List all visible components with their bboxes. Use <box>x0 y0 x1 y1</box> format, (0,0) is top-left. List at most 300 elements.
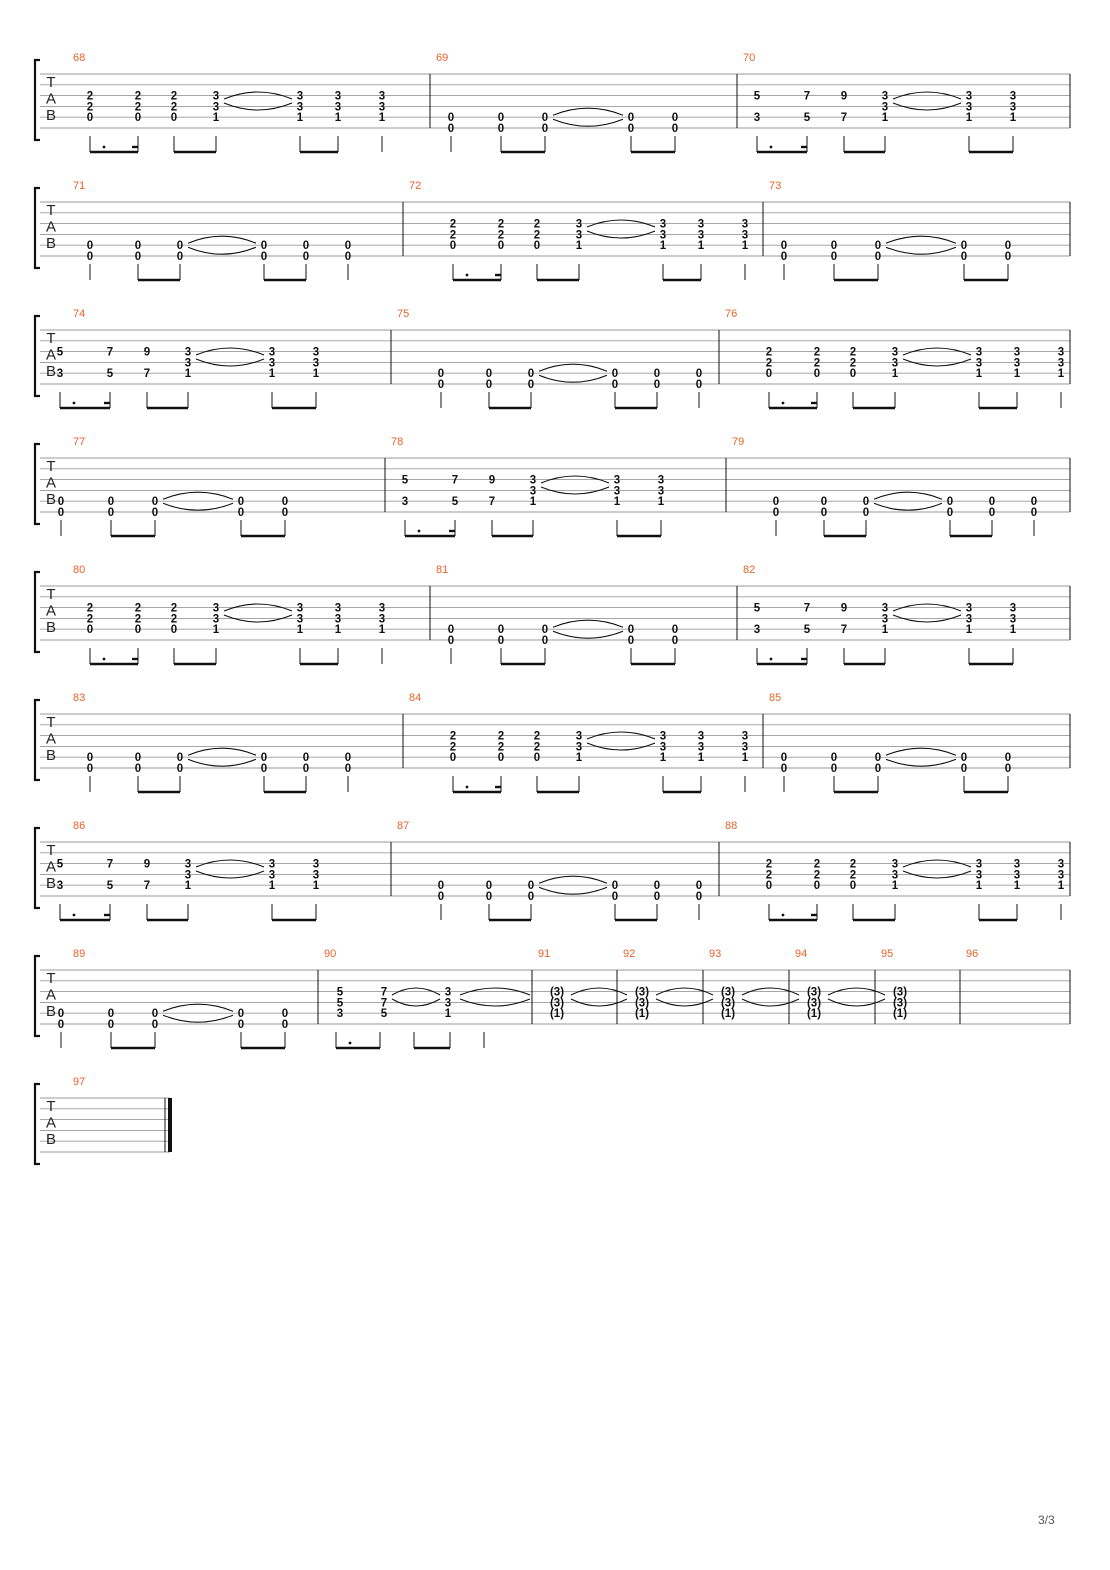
system-bracket <box>35 1084 40 1164</box>
fret-number: 0 <box>533 752 541 765</box>
fret-number: 0 <box>497 752 505 765</box>
fret-number: 3 <box>212 613 220 626</box>
fret-number: 1 <box>334 624 342 637</box>
fret-number-held: (3) <box>720 986 736 999</box>
fret-number: 0 <box>527 880 535 893</box>
fret-number-held: (1) <box>806 1008 822 1021</box>
fret-number: 9 <box>840 602 848 615</box>
tab-clef-letter: A <box>45 218 57 236</box>
fret-number: 0 <box>671 624 679 637</box>
fret-number: 0 <box>527 379 535 391</box>
measure-number: 75 <box>397 308 410 320</box>
fret-number: 0 <box>86 112 94 125</box>
fret-number: 1 <box>212 624 220 637</box>
tie-arc <box>539 364 607 371</box>
fret-number: 0 <box>1004 240 1012 253</box>
fret-number: 0 <box>780 752 788 765</box>
fret-number-held: (3) <box>806 986 822 999</box>
fret-number: 5 <box>380 1008 388 1021</box>
fret-number: 0 <box>960 251 968 263</box>
fret-number: 1 <box>975 880 983 893</box>
fret-number: 3 <box>741 741 749 754</box>
tie-arc <box>163 492 233 499</box>
fret-number: 0 <box>134 251 142 263</box>
fret-number: 1 <box>1057 368 1065 381</box>
fret-number: 1 <box>659 752 667 765</box>
fret-number: 3 <box>881 90 889 103</box>
fret-number-held: (1) <box>549 1008 565 1021</box>
tab-clef-letter: B <box>45 363 57 380</box>
tab-system <box>35 948 1070 1048</box>
measure-number: 72 <box>409 180 422 192</box>
fret-number: 3 <box>378 90 386 103</box>
tab-system <box>35 308 1070 408</box>
fret-number: 7 <box>106 858 114 871</box>
fret-number: 3 <box>753 624 761 637</box>
augmentation-dot <box>349 1042 352 1045</box>
fret-number: 3 <box>741 218 749 231</box>
fret-number: 0 <box>302 752 310 765</box>
measure-number: 80 <box>73 564 86 576</box>
fret-number: 3 <box>268 346 276 359</box>
fret-number: 3 <box>881 602 889 615</box>
fret-number: 0 <box>497 240 505 253</box>
fret-number: 3 <box>659 218 667 231</box>
fret-number: 1 <box>575 240 583 253</box>
tab-clef-letter: T <box>46 586 56 603</box>
fret-number-held: (3) <box>634 997 650 1010</box>
fret-number: 2 <box>765 858 773 871</box>
fret-number: 0 <box>497 123 505 135</box>
fret-number: 0 <box>57 1019 65 1031</box>
measure-number: 85 <box>769 692 782 704</box>
fret-number: 0 <box>134 112 142 125</box>
fret-number: 3 <box>697 229 705 242</box>
fret-number: 0 <box>611 891 619 903</box>
augmentation-dot <box>103 146 106 149</box>
tab-system <box>35 180 1070 280</box>
tab-clef-letter: A <box>45 602 57 620</box>
fret-number-held: (3) <box>549 997 565 1010</box>
fret-number: 0 <box>437 379 445 391</box>
fret-number: 0 <box>57 1008 65 1021</box>
tie-arc <box>163 503 233 510</box>
tab-clef-letter: T <box>46 74 56 91</box>
fret-number: 0 <box>695 880 703 893</box>
fret-number: 3 <box>212 90 220 103</box>
fret-number: 0 <box>671 123 679 135</box>
tab-system <box>35 564 1070 664</box>
fret-number: 3 <box>334 602 342 615</box>
fret-number: 3 <box>965 101 973 114</box>
fret-number: 0 <box>627 112 635 125</box>
fret-number: 0 <box>653 379 661 391</box>
fret-number: 1 <box>659 240 667 253</box>
fret-number: 5 <box>106 368 114 381</box>
fret-number: 0 <box>611 880 619 893</box>
augmentation-dot <box>73 402 76 405</box>
measure-number: 94 <box>795 948 808 960</box>
tie-arc <box>188 748 256 755</box>
augmentation-dot <box>466 274 469 277</box>
fret-number: 3 <box>296 602 304 615</box>
fret-number: 0 <box>1004 763 1012 775</box>
tie-arc <box>886 236 956 243</box>
fret-number: 0 <box>820 496 828 509</box>
fret-number: 0 <box>449 240 457 253</box>
fret-number: 3 <box>184 858 192 871</box>
fret-number: 0 <box>485 379 493 391</box>
fret-number: 0 <box>862 496 870 509</box>
fret-number: 0 <box>151 507 159 519</box>
tie-arc <box>188 759 256 766</box>
page-number: 3/3 <box>1038 1513 1055 1527</box>
fret-number: 0 <box>437 891 445 903</box>
fret-number: 0 <box>765 880 773 893</box>
measure-number: 83 <box>73 692 86 704</box>
fret-number: 1 <box>268 880 276 893</box>
fret-number: 5 <box>753 90 761 103</box>
fret-number: 5 <box>56 858 64 871</box>
fret-number: 3 <box>334 101 342 114</box>
fret-number: 0 <box>134 240 142 253</box>
fret-number: 2 <box>497 229 505 242</box>
augmentation-dot <box>770 146 773 149</box>
fret-number: 0 <box>533 240 541 253</box>
fret-number: 0 <box>447 635 455 647</box>
fret-number: 0 <box>485 880 493 893</box>
tie-arc <box>886 759 956 766</box>
fret-number: 1 <box>881 624 889 637</box>
fret-number: 5 <box>56 346 64 359</box>
system-bracket <box>35 956 40 1036</box>
fret-number: 5 <box>451 496 459 509</box>
fret-number: 3 <box>965 602 973 615</box>
fret-number: 1 <box>312 880 320 893</box>
fret-number: 3 <box>378 101 386 114</box>
fret-number: 0 <box>627 635 635 647</box>
fret-number: 0 <box>780 763 788 775</box>
fret-number: 0 <box>671 635 679 647</box>
fret-number: 3 <box>659 229 667 242</box>
tab-clef-letter: B <box>45 875 57 892</box>
fret-number: 3 <box>575 218 583 231</box>
fret-number: 3 <box>312 869 320 882</box>
fret-number: 3 <box>184 869 192 882</box>
fret-number: 1 <box>891 368 899 381</box>
fret-number: 0 <box>134 624 142 637</box>
fret-number: 0 <box>627 624 635 637</box>
fret-number: 2 <box>497 218 505 231</box>
fret-number: 0 <box>820 507 828 519</box>
measure-number: 82 <box>743 564 756 576</box>
fret-number: 1 <box>334 112 342 125</box>
tab-clef-letter: A <box>45 730 57 748</box>
fret-number: 0 <box>170 112 178 125</box>
fret-number: 0 <box>344 752 352 765</box>
fret-number: 3 <box>881 613 889 626</box>
fret-number: 1 <box>965 624 973 637</box>
fret-number: 0 <box>302 763 310 775</box>
fret-number: 0 <box>960 763 968 775</box>
measure-number: 87 <box>397 820 410 832</box>
fret-number: 0 <box>497 635 505 647</box>
fret-number: 2 <box>449 218 457 231</box>
fret-number: 0 <box>151 1008 159 1021</box>
fret-number: 0 <box>302 240 310 253</box>
fret-number: 3 <box>401 496 409 509</box>
fret-number: 5 <box>336 986 344 999</box>
fret-number: 3 <box>741 229 749 242</box>
fret-number: 0 <box>260 752 268 765</box>
fret-number: 2 <box>134 602 142 615</box>
tie-arc <box>553 631 623 638</box>
fret-number: 3 <box>697 730 705 743</box>
fret-number: 0 <box>1004 752 1012 765</box>
fret-number: 0 <box>772 507 780 519</box>
measure-number: 92 <box>623 948 636 960</box>
fret-number: 1 <box>378 112 386 125</box>
fret-number: 0 <box>541 624 549 637</box>
tie-arc <box>163 1004 233 1011</box>
fret-number: 1 <box>613 496 621 509</box>
fret-number: 1 <box>697 240 705 253</box>
fret-number: 0 <box>611 368 619 381</box>
fret-number: 2 <box>765 357 773 370</box>
fret-number-held: (1) <box>720 1008 736 1021</box>
tab-clef-letter: B <box>45 619 57 636</box>
augmentation-dot <box>782 402 785 405</box>
fret-number: 5 <box>401 474 409 487</box>
fret-number: 0 <box>151 1019 159 1031</box>
fret-number: 0 <box>780 240 788 253</box>
fret-number: 0 <box>281 1008 289 1021</box>
fret-number: 3 <box>613 474 621 487</box>
fret-number: 2 <box>765 869 773 882</box>
fret-number: 0 <box>497 112 505 125</box>
fret-number: 0 <box>107 1008 115 1021</box>
measure-number: 86 <box>73 820 86 832</box>
fret-number: 3 <box>1013 346 1021 359</box>
fret-number: 7 <box>143 368 151 381</box>
fret-number: 3 <box>1009 613 1017 626</box>
fret-number: 0 <box>695 379 703 391</box>
tab-clef-letter: T <box>46 842 56 859</box>
fret-number: 1 <box>184 368 192 381</box>
fret-number: 2 <box>449 741 457 754</box>
fret-number: 1 <box>975 368 983 381</box>
fret-number: 0 <box>1030 496 1038 509</box>
fret-number: 3 <box>697 218 705 231</box>
fret-number: 3 <box>296 101 304 114</box>
fret-number-held: (3) <box>892 986 908 999</box>
augmentation-dot <box>770 658 773 661</box>
fret-number: 3 <box>657 474 665 487</box>
fret-number: 0 <box>344 240 352 253</box>
system-bracket <box>35 60 40 140</box>
fret-number: 3 <box>336 1008 344 1021</box>
fret-number: 5 <box>106 880 114 893</box>
measure-number: 97 <box>73 1076 86 1088</box>
fret-number: 0 <box>107 507 115 519</box>
fret-number: 3 <box>1009 90 1017 103</box>
fret-number: 0 <box>780 251 788 263</box>
fret-number: 0 <box>960 752 968 765</box>
fret-number: 3 <box>312 858 320 871</box>
measure-number: 89 <box>73 948 86 960</box>
fret-number: 0 <box>527 368 535 381</box>
tab-system <box>35 1076 172 1164</box>
fret-number: 3 <box>529 485 537 498</box>
fret-number: 0 <box>437 880 445 893</box>
fret-number: 0 <box>86 624 94 637</box>
tab-clef-letter: A <box>45 986 57 1004</box>
fret-number: 3 <box>1057 869 1065 882</box>
fret-number: 1 <box>891 880 899 893</box>
fret-number: 2 <box>86 602 94 615</box>
fret-number: 3 <box>1013 357 1021 370</box>
fret-number: 1 <box>657 496 665 509</box>
fret-number: 1 <box>575 752 583 765</box>
tab-system <box>35 820 1070 920</box>
tab-system <box>35 436 1070 536</box>
fret-number: 0 <box>946 507 954 519</box>
fret-number: 3 <box>575 229 583 242</box>
fret-number: 3 <box>334 613 342 626</box>
tie-arc <box>539 887 607 894</box>
fret-number: 3 <box>659 730 667 743</box>
fret-number: 3 <box>881 101 889 114</box>
fret-number: 3 <box>965 613 973 626</box>
fret-number: 0 <box>260 251 268 263</box>
fret-number: 3 <box>529 474 537 487</box>
fret-number: 0 <box>849 368 857 381</box>
tab-clef-letter: A <box>45 858 57 876</box>
fret-number-held: (3) <box>720 997 736 1010</box>
fret-number-held: (3) <box>549 986 565 999</box>
system-bracket <box>35 828 40 908</box>
fret-number: 0 <box>874 752 882 765</box>
tie-arc <box>188 247 256 254</box>
fret-number: 7 <box>106 346 114 359</box>
fret-number: 3 <box>975 346 983 359</box>
fret-number: 2 <box>813 858 821 871</box>
fret-number: 0 <box>237 507 245 519</box>
fret-number: 1 <box>741 752 749 765</box>
fret-number: 7 <box>143 880 151 893</box>
fret-number: 9 <box>143 346 151 359</box>
measure-number: 78 <box>391 436 404 448</box>
fret-number: 2 <box>849 346 857 359</box>
fret-number: 3 <box>891 357 899 370</box>
fret-number: 0 <box>695 891 703 903</box>
fret-number: 2 <box>813 346 821 359</box>
tie-arc <box>188 236 256 243</box>
augmentation-dot <box>103 658 106 661</box>
fret-number: 0 <box>237 496 245 509</box>
fret-number: 0 <box>830 251 838 263</box>
fret-number: 2 <box>170 613 178 626</box>
fret-number: 3 <box>891 869 899 882</box>
fret-number: 3 <box>1013 869 1021 882</box>
augmentation-dot <box>73 914 76 917</box>
fret-number: 3 <box>212 101 220 114</box>
fret-number: 1 <box>444 1008 452 1021</box>
fret-number: 0 <box>874 763 882 775</box>
fret-number: 0 <box>611 379 619 391</box>
fret-number: 0 <box>57 507 65 519</box>
fret-number: 7 <box>380 997 388 1010</box>
fret-number: 0 <box>960 240 968 253</box>
measure-number: 69 <box>436 52 449 64</box>
tie-arc <box>886 748 956 755</box>
system-bracket <box>35 444 40 524</box>
measure-number: 96 <box>966 948 979 960</box>
fret-number: 2 <box>86 101 94 114</box>
fret-number: 5 <box>753 602 761 615</box>
fret-number: 0 <box>653 368 661 381</box>
fret-number: 0 <box>170 624 178 637</box>
augmentation-dot <box>782 914 785 917</box>
fret-number: 0 <box>281 496 289 509</box>
fret-number: 2 <box>86 613 94 626</box>
fret-number: 3 <box>184 346 192 359</box>
fret-number: 0 <box>497 624 505 637</box>
fret-number: 2 <box>533 730 541 743</box>
fret-number: 9 <box>840 90 848 103</box>
fret-number: 0 <box>874 240 882 253</box>
tab-clef-letter: T <box>46 458 56 475</box>
fret-number: 0 <box>695 368 703 381</box>
measure-number: 88 <box>725 820 738 832</box>
fret-number: 7 <box>803 90 811 103</box>
tie-arc <box>874 492 942 499</box>
fret-number: 5 <box>336 997 344 1010</box>
fret-number: 3 <box>575 730 583 743</box>
fret-number: 2 <box>533 218 541 231</box>
fret-number: 0 <box>449 752 457 765</box>
fret-number: 0 <box>541 635 549 647</box>
fret-number: 0 <box>485 891 493 903</box>
tab-clef-letter: B <box>45 107 57 124</box>
fret-number: 2 <box>533 741 541 754</box>
augmentation-dot <box>466 786 469 789</box>
tab-clef-letter: B <box>45 491 57 508</box>
fret-number: 3 <box>575 741 583 754</box>
fret-number: 3 <box>296 613 304 626</box>
fret-number: 0 <box>176 752 184 765</box>
tab-clef-letter: A <box>45 474 57 492</box>
fret-number: 1 <box>965 112 973 125</box>
measure-number: 91 <box>538 948 551 960</box>
fret-number: 0 <box>946 496 954 509</box>
fret-number: 2 <box>86 90 94 103</box>
fret-number: 9 <box>143 858 151 871</box>
fret-number: 7 <box>488 496 496 509</box>
fret-number: 1 <box>1013 368 1021 381</box>
fret-number: 2 <box>849 858 857 871</box>
fret-number: 3 <box>1013 858 1021 871</box>
fret-number: 0 <box>627 123 635 135</box>
final-barline-thick <box>168 1098 172 1152</box>
tab-clef-letter: T <box>46 1098 56 1115</box>
measure-number: 68 <box>73 52 86 64</box>
fret-number: 3 <box>334 90 342 103</box>
fret-number: 0 <box>86 752 94 765</box>
fret-number: 0 <box>281 1019 289 1031</box>
fret-number: 3 <box>378 613 386 626</box>
fret-number-held: (3) <box>634 986 650 999</box>
